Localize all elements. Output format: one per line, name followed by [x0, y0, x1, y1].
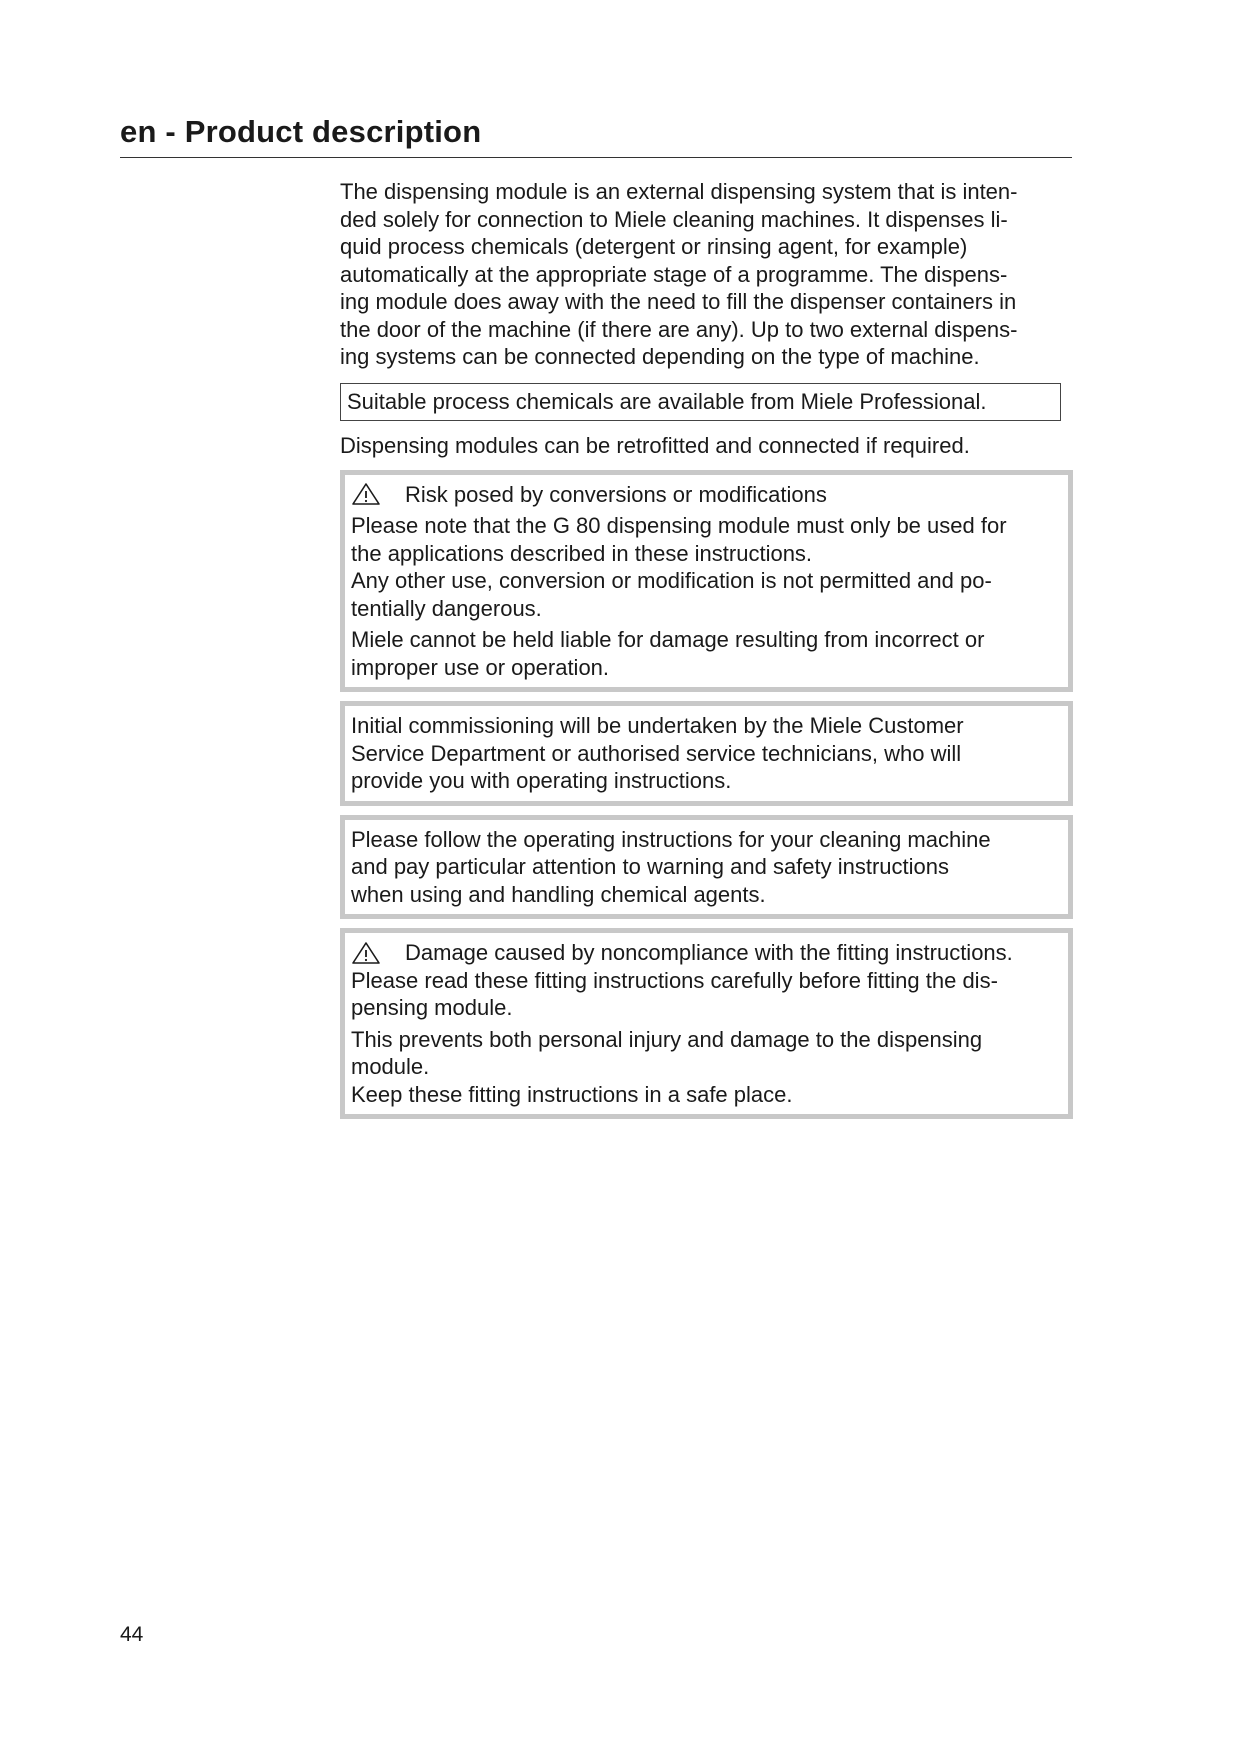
- warning-line: improper use or operation.: [351, 654, 610, 680]
- intro-line: The dispensing module is an external dispensing system that is inten-: [340, 179, 1018, 204]
- warning-line: Please read these fitting instructions carefully before fitting the dis-: [351, 967, 998, 993]
- chemicals-note: Suitable process chemicals are available from Miele Professional.: [340, 383, 1061, 422]
- warning-line: This prevents both personal injury and damage to the dispensing: [351, 1026, 983, 1052]
- page-title: en - Product description: [120, 114, 482, 149]
- intro-line: ing module does away with the need to fill the dispenser containers in: [340, 289, 1017, 314]
- commissioning-line: Initial commissioning will be undertaken by the Miele Customer: [351, 713, 964, 738]
- warning-line: Please note that the G 80 dispensing module must only be used for: [351, 513, 1007, 538]
- commissioning-line: provide you with operating instructions.: [351, 768, 732, 793]
- warning-heading: Damage caused by noncompliance with the fitting instructions.: [405, 940, 1013, 965]
- commissioning-box: [340, 701, 1073, 806]
- operating-instructions-box: [340, 815, 1073, 920]
- warning-line: Miele cannot be held liable for damage resulting from incorrect or: [351, 627, 985, 652]
- instructions-line: and pay particular attention to warning and safety instructions: [351, 854, 950, 879]
- warning-heading-row: [351, 481, 1062, 509]
- warning-line: tentially dangerous.: [351, 595, 542, 621]
- commissioning-line: Service Department or authorised service technicians, who will: [351, 740, 962, 766]
- warning-line: module.: [351, 1054, 430, 1079]
- warning-line: the applications described in these instructions.: [351, 540, 813, 566]
- warning-heading: Risk posed by conversions or modifications: [405, 481, 827, 507]
- intro-paragraph: [340, 178, 1080, 371]
- warning-box-conversions: [340, 470, 1073, 693]
- intro-line: the door of the machine (if there are any). Up to two external dispens-: [340, 316, 1018, 342]
- warning-box-fitting: [340, 928, 1073, 1119]
- warning-triangle-icon: [351, 941, 381, 965]
- page-number: 44: [120, 1623, 144, 1646]
- warning-line: Keep these fitting instructions in a safe place.: [351, 1081, 793, 1107]
- warning-line: pensing module.: [351, 995, 513, 1020]
- instructions-line: Please follow the operating instructions for your cleaning machine: [351, 826, 991, 852]
- instructions-line: when using and handling chemical agents.: [351, 881, 766, 907]
- intro-line: quid process chemicals (detergent or rinsing agent, for example): [340, 234, 968, 259]
- retrofit-text: Dispensing modules can be retrofitted and connected if required.: [340, 433, 970, 458]
- warning-heading-row: [351, 939, 1062, 967]
- title-divider: [120, 157, 1072, 158]
- intro-line: automatically at the appropriate stage of a programme. The dispens-: [340, 261, 1008, 287]
- main-content: [340, 178, 1080, 1119]
- intro-line: ded solely for connection to Miele cleaning machines. It dispenses li-: [340, 206, 1008, 232]
- intro-line: ing systems can be connected depending on the type of machine.: [340, 344, 980, 369]
- warning-line: Any other use, conversion or modification is not permitted and po-: [351, 568, 992, 593]
- warning-triangle-icon: [351, 482, 381, 506]
